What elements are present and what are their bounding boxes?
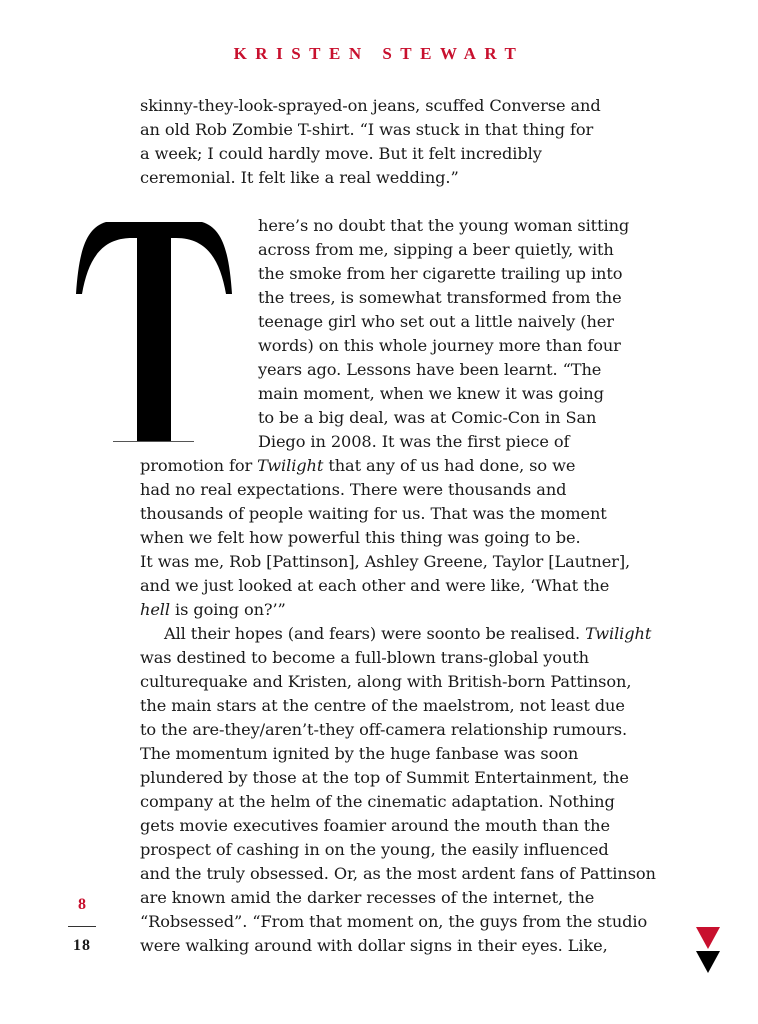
text-line: an old Rob Zombie T-shirt. “I was stuck in that thing for xyxy=(140,120,594,139)
text-line: skinny-they-look-sprayed-on jeans, scuffed Converse and xyxy=(140,96,601,115)
text-line: were walking around with dollar signs in their eyes. Like, xyxy=(140,936,608,955)
text-line: across from me, sipping a beer quietly, with xyxy=(258,240,614,259)
text-line: here’s no doubt that the young woman sitting xyxy=(258,216,630,235)
text-line: to be a big deal, was at Comic-Con in San xyxy=(258,408,597,427)
total-pages-number: 18 xyxy=(73,937,91,954)
paragraph-4 xyxy=(140,622,656,958)
text-line: the smoke from her cigarette trailing up into xyxy=(258,264,623,283)
text-line: the main stars at the centre of the maelstrom, not least due xyxy=(140,696,625,715)
text-line: to the are-they/aren’t-they off-camera relationship rumours. xyxy=(140,720,628,739)
page-nav xyxy=(694,925,722,975)
triangle-down-red-icon[interactable] xyxy=(696,927,720,949)
text-line: words) on this whole journey more than four xyxy=(258,336,621,355)
text-line: ceremonial. It felt like a real wedding.” xyxy=(140,168,459,187)
text-line: thousands of people waiting for us. That was the moment xyxy=(140,504,607,523)
drop-cap xyxy=(76,222,232,442)
text-line: was destined to become a full-blown trans-global youth xyxy=(140,648,589,667)
text-line: “Robsessed”. “From that moment on, the guys from the studio xyxy=(140,912,648,931)
italic-title: Twilight xyxy=(585,624,652,643)
text-span: that any of us had done, so we xyxy=(323,456,576,475)
current-page-number: 8 xyxy=(78,896,86,913)
text-span: promotion for xyxy=(140,456,258,475)
text-line xyxy=(140,622,652,646)
page-nav-arrows xyxy=(694,925,722,975)
triangle-down-black-icon[interactable] xyxy=(696,951,720,973)
text-line: teenage girl who set out a little naively (her xyxy=(258,312,614,331)
text-line: The momentum ignited by the huge fanbase was soon xyxy=(140,744,579,763)
text-line: a week; I could hardly move. But it felt incredibly xyxy=(140,144,542,163)
drop-cap-rule xyxy=(113,441,194,442)
text-line: company at the helm of the cinematic adaptation. Nothing xyxy=(140,792,615,811)
text-line: when we felt how powerful this thing was going to be. xyxy=(140,528,581,547)
text-line: gets movie executives foamier around the mouth than the xyxy=(140,816,610,835)
paragraph-2 xyxy=(258,214,638,454)
text-line: and we just looked at each other and were like, ‘What the xyxy=(140,576,610,595)
text-line xyxy=(140,598,640,622)
page-number-divider xyxy=(68,926,96,927)
text-line: plundered by those at the top of Summit Entertainment, the xyxy=(140,768,629,787)
text-line: main moment, when we knew it was going xyxy=(258,384,604,403)
drop-cap-letter-t-icon xyxy=(76,222,232,442)
text-line: had no real expectations. There were thousands and xyxy=(140,480,567,499)
running-header: KRISTEN STEWART xyxy=(233,44,525,63)
text-line: and the truly obsessed. Or, as the most ardent fans of Pattinson xyxy=(140,864,656,883)
text-line xyxy=(140,454,640,478)
text-line: prospect of cashing in on the young, the easily influenced xyxy=(140,840,609,859)
paragraph-1 xyxy=(140,94,640,190)
italic-word: hell xyxy=(140,600,170,619)
italic-title: Twilight xyxy=(257,456,324,475)
text-span: is going on?’” xyxy=(169,600,286,619)
paragraph-3 xyxy=(140,454,640,622)
text-line: years ago. Lessons have been learnt. “The xyxy=(258,360,602,379)
text-span: All their hopes (and fears) were soonto be realised. xyxy=(164,624,586,643)
text-line: It was me, Rob [Pattinson], Ashley Greene, Taylor [Lautner], xyxy=(140,552,631,571)
text-line: are known amid the darker recesses of the internet, the xyxy=(140,888,595,907)
text-line: culturequake and Kristen, along with British-born Pattinson, xyxy=(140,672,632,691)
text-line: the trees, is somewhat transformed from the xyxy=(258,288,622,307)
text-line: Diego in 2008. It was the first piece of xyxy=(258,432,570,451)
